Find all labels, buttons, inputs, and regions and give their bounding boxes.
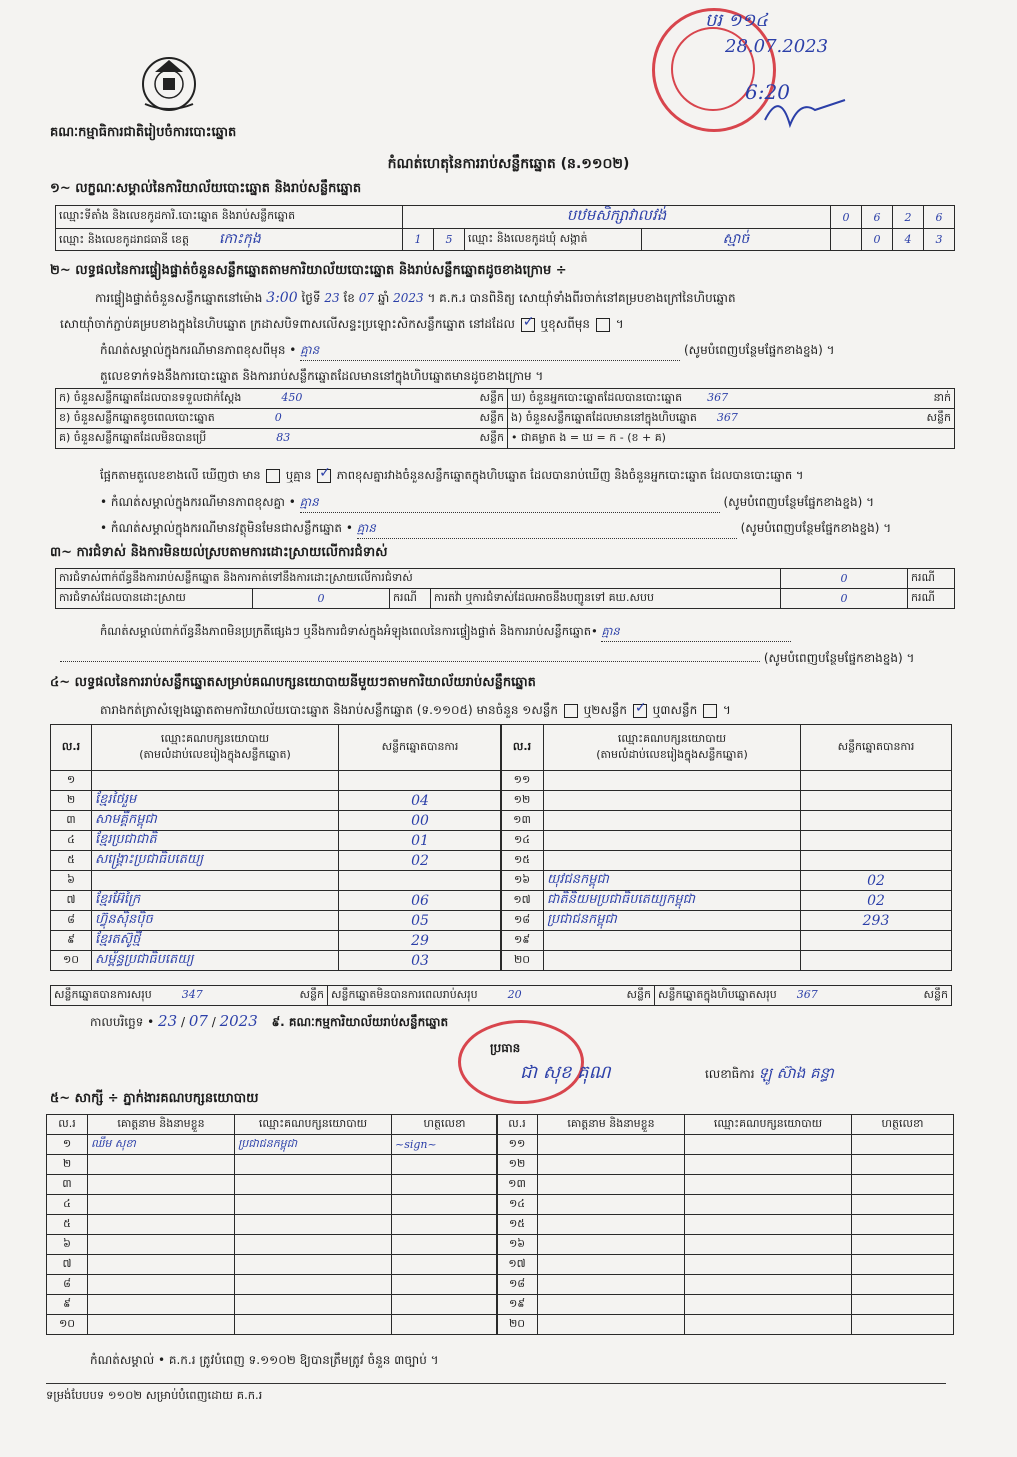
party-name: សម្ព័ន្ធប្រជាធិបតេយ្យ: [92, 951, 339, 971]
party-name: ខ្មែរអ៊ែក្រៃ: [92, 891, 339, 911]
location-value: បឋមសិក្សាវាលវង់: [403, 206, 831, 229]
witness-signature: [392, 1275, 498, 1295]
party-votes: [801, 771, 952, 791]
box-ballots-row: ង) ចំនួនសន្លឹកឆ្នោតដែលមាននៅក្នុងហិបឆ្នោត 367 សន្លឹក: [508, 409, 955, 429]
row-number: ១៦: [497, 1235, 538, 1255]
results-table-left: ល.រ ឈ្មោះគណបក្សនយោបាយ (តាមលំដាប់លេខរៀងក្នុងសន្លឹកឆ្នោត) សន្លឹកឆ្នោតបានការ ១ ២ ខ្មែរថៃរួម 04 ៣ សាមគ្គីកម្ពុជា 00 ៤ ខ្មែរប្រជាជាតិ 01 ៥ សង្គ្រោះប្រជាធិបតេយ្យ 02 ៦ ៧ ខ្មែរអ៊ែក្រៃ 06 ៨ ហ៊្វុនស៊ិនប៉ិច 05 ៩ ខ្មែរតស៊ូថ្មី 29 ១០ សម្ព័ន្ធប្រជាធិបតេយ្យ 03: [50, 724, 502, 971]
witness-row: [497, 1275, 954, 1295]
totals-table: [50, 985, 952, 1006]
commune-label: ឈ្មោះ និងលេខកូដឃុំ សង្កាត់: [465, 229, 642, 251]
location-code-4: 6: [924, 206, 955, 229]
province-code-1: 1: [403, 229, 434, 251]
forwarded-label: ការតវ៉ា ឬការជំទាស់ដែលអាចនឹងបញ្ជូនទៅ គឃ.សបប: [431, 589, 781, 609]
result-row: [51, 831, 502, 851]
row-number: ៥: [47, 1215, 88, 1235]
discrepancy-note-line: • កំណត់សម្គាល់ក្នុងករណីមានភាពខុសគ្នា • គ្មាន (សូមបំពេញបន្ថែមផ្នែកខាងខ្នង) ។: [100, 494, 874, 513]
row-number: ៦: [51, 871, 92, 891]
row-number: ១: [47, 1135, 88, 1155]
witness-row: [47, 1295, 498, 1315]
party-votes: [801, 831, 952, 851]
voters-row: ឃ) ចំនួនអ្នកបោះឆ្នោតដែលបានបោះឆ្នោត 367 នាក់: [508, 389, 955, 409]
row-number: ២: [51, 791, 92, 811]
result-row: [501, 951, 952, 971]
party-name: [544, 951, 801, 971]
row-number: ១៩: [497, 1295, 538, 1315]
total-valid: សន្លឹកឆ្នោតបានការសរុប 347 សន្លឹក: [51, 986, 328, 1006]
witness-signature: [392, 1235, 498, 1255]
party-name: ជាតិនិយមប្រជាធិបតេយ្យកម្ពុជា: [544, 891, 801, 911]
witness-row: [497, 1255, 954, 1275]
row-number: ៨: [47, 1275, 88, 1295]
party-name: យុវជនកម្ពុជា: [544, 871, 801, 891]
witness-signature: [392, 1315, 498, 1335]
result-row: [51, 851, 502, 871]
row-number: ១១: [501, 771, 544, 791]
secretary-signature: ឡូ ស៊ាង គន្ធា: [758, 1064, 834, 1082]
irregularity-note-line2: (សូមបំពេញបន្ថែមផ្នែកខាងខ្នង) ។: [60, 650, 914, 668]
witness-signature: [392, 1155, 498, 1175]
party-name: សង្គ្រោះប្រជាធិបតេយ្យ: [92, 851, 339, 871]
row-number: ៧: [47, 1255, 88, 1275]
row-number: ៩: [47, 1295, 88, 1315]
verify-year: 2023: [393, 291, 424, 305]
section4-title: ៤~ លទ្ធផលនៃការរាប់សន្លឹកឆ្នោតសម្រាប់គណបក្សនយោបាយនីមួយៗតាមការិយាល័យរាប់សន្លឹកឆ្នោត: [50, 675, 536, 690]
party-name: ខ្មែរប្រជាជាតិ: [92, 831, 339, 851]
section1-table: [55, 205, 955, 251]
witness-row: [47, 1275, 498, 1295]
result-row: [501, 831, 952, 851]
witness-row: [497, 1235, 954, 1255]
witness-name: [88, 1155, 235, 1175]
location-code-1: 0: [831, 206, 862, 229]
row-number: ១៩: [501, 931, 544, 951]
party-votes: 04: [339, 791, 502, 811]
party-name: សាមគ្គីកម្ពុជា: [92, 811, 339, 831]
party-name: ហ៊្វុនស៊ិនប៉ិច: [92, 911, 339, 931]
seal-status-line: សោយ៉ាំចាក់ភ្ជាប់គម្របខាងក្នុងនៃហិបឆ្នោត ក្រដាសបិទពាសលើសន្ទះប្រឡោះសិកសន្លឹកឆ្នោត នៅដដែល ✓ ឬខុសពីមុន ។: [60, 316, 624, 334]
three-sheets-checkbox[interactable]: [703, 704, 717, 718]
witness-row: [497, 1295, 954, 1315]
party-name: [544, 831, 801, 851]
party-name: [92, 871, 339, 891]
row-number: ១: [51, 771, 92, 791]
secretary-line: លេខាធិការ ឡូ ស៊ាង គន្ធា: [705, 1064, 834, 1082]
unused-ballots-row: គ) ចំនួនសន្លឹកឆ្នោតដែលមិនបានប្រើ 83 សន្លឹក: [56, 429, 508, 449]
location-code-2: 6: [862, 206, 893, 229]
total-in-box: សន្លឹកឆ្នោតក្នុងហិបឆ្នោតសរុប 367 សន្លឹក: [655, 986, 952, 1006]
witness-signature: ~sign~: [392, 1135, 498, 1155]
commune-value: ស្មាច់: [642, 229, 831, 251]
witness-party: [235, 1295, 392, 1315]
figures-intro: តួលេខទាក់ទងនឹងការបោះឆ្នោត និងការរាប់សន្លឹកឆ្នោតដែលមាននៅក្នុងហិបឆ្នោតមានដូចខាងក្រោម ។: [100, 369, 544, 383]
witness-name: [88, 1255, 235, 1275]
witness-row: [497, 1175, 954, 1195]
commune-code-1: 0: [862, 229, 893, 251]
witness-name: [88, 1215, 235, 1235]
unchanged-checkbox[interactable]: [521, 318, 535, 332]
province-code-2: 5: [434, 229, 465, 251]
discrepancy-note: គ្មាន: [300, 494, 720, 513]
witness-signature: [392, 1295, 498, 1315]
section5-title: ៥~ សាក្សី ÷ ភ្នាក់ងារគណបក្សនយោបាយ: [50, 1091, 259, 1106]
party-votes: [801, 951, 952, 971]
witness-party: [235, 1155, 392, 1175]
verify-time-line: ការផ្ទៀងផ្ទាត់ចំនួនសន្លឹកឆ្នោតនៅម៉ោង 3:00 ថ្ងៃទី 23 ខែ 07 ឆ្នាំ 2023 ។ គ.ក.រ បានពិនិត្យ សោយ៉ាំទាំងពីរចាក់នៅគម្របខាងក្រៅនៃហិបឆ្នោត: [95, 290, 736, 306]
result-row: [51, 891, 502, 911]
result-row: [501, 931, 952, 951]
witness-row: [497, 1195, 954, 1215]
party-votes: 02: [801, 891, 952, 911]
row-number: ២០: [497, 1315, 538, 1335]
resolved-count: 0: [253, 589, 390, 609]
voters-count: 367: [707, 390, 729, 404]
party-votes: [801, 811, 952, 831]
party-votes: 01: [339, 831, 502, 851]
spoiled-ballots: 0: [274, 410, 282, 424]
witness-party: [235, 1215, 392, 1235]
witness-name: [88, 1175, 235, 1195]
no-discrepancy-checkbox[interactable]: [317, 469, 331, 483]
box-ballots: 367: [716, 410, 738, 424]
section3-title: ៣~ ការជំទាស់ និងការមិនយល់ស្របតាមការដោះស្រាយលើការជំទាស់: [50, 545, 388, 560]
footnote: កំណត់សម្គាល់ • គ.ក.រ ត្រូវបំពេញ ទ.១១០២ ឱ្យបានត្រឹមត្រូវ ចំនួន ៣ច្បាប់ ។: [90, 1353, 439, 1367]
result-row: [51, 811, 502, 831]
witness-name: [88, 1275, 235, 1295]
row-number: ១២: [501, 791, 544, 811]
party-votes: [339, 871, 502, 891]
witness-party: [235, 1195, 392, 1215]
result-row: [51, 791, 502, 811]
row-number: ១៨: [497, 1275, 538, 1295]
party-name: ខ្មែរថៃរួម: [92, 791, 339, 811]
witness-row: [497, 1215, 954, 1235]
party-votes: 293: [801, 911, 952, 931]
witness-table-right: ល.រ គោត្តនាម និងនាមខ្លួន ឈ្មោះគណបក្សនយោបាយ ហត្ថលេខា ១១ ១២ ១៣ ១៤ ១៥ ១៦ ១៧ ១៨ ១៩ ២០: [496, 1114, 954, 1335]
row-number: ៩: [51, 931, 92, 951]
verify-time: 3:00: [266, 290, 298, 306]
result-row: [51, 911, 502, 931]
party-votes: [801, 791, 952, 811]
witness-name: [88, 1295, 235, 1315]
witness-signature: [392, 1215, 498, 1235]
row-number: ២: [47, 1155, 88, 1175]
witness-signature: [392, 1195, 498, 1215]
row-number: ៦: [47, 1235, 88, 1255]
row-number: ១៥: [497, 1215, 538, 1235]
party-votes: [801, 931, 952, 951]
witness-name: [88, 1235, 235, 1255]
party-name: ខ្មែរតស៊ូថ្មី: [92, 931, 339, 951]
witness-name: ឈឹម សុខា: [88, 1135, 235, 1155]
location-code-3: 2: [893, 206, 924, 229]
nec-emblem-logo: [135, 52, 203, 114]
witness-row: [497, 1315, 954, 1335]
witness-signature: [392, 1175, 498, 1195]
forwarded-count: 0: [781, 589, 908, 609]
section3-table: ការជំទាស់ពាក់ព័ន្ធនឹងការរាប់សន្លឹកឆ្នោត និងការកាត់ទៅនឹងការដោះស្រាយលើការជំទាស់ 0 ករណី ការជំទាស់ដែលបានដោះស្រាយ 0 ករណី ការតវ៉ា ឬការជំទាស់ដែលអាចនឹងបញ្ជូនទៅ គឃ.សបប 0 ករណី: [55, 568, 955, 609]
section2-title: ២~ លទ្ធផលនៃការផ្ទៀងផ្ទាត់ចំនួនសន្លឹកឆ្នោតតាមការិយាល័យបោះឆ្នោត និងរាប់សន្លឹកឆ្នោតដូចខាងក្រោម ÷: [50, 263, 567, 278]
two-sheets-checkbox[interactable]: [633, 704, 647, 718]
witness-party: [235, 1315, 392, 1335]
row-number: ១២: [497, 1155, 538, 1175]
province-value: កោះកុង: [219, 231, 261, 247]
chair-signature: ជា សុខ គុណ: [520, 1062, 611, 1083]
form-footer: ទម្រង់បែបបទ ១១០២ សម្រាប់បំពេញដោយ គ.ក.រ: [46, 1388, 263, 1402]
party-name: [544, 811, 801, 831]
witness-party: [235, 1255, 392, 1275]
row-number: ៨: [51, 911, 92, 931]
witness-name: [88, 1195, 235, 1215]
row-number: ៥: [51, 851, 92, 871]
row-number: ១៧: [497, 1255, 538, 1275]
row-number: ១៤: [497, 1195, 538, 1215]
party-name: [544, 791, 801, 811]
figures-table: [55, 388, 955, 449]
resolved-label: ការជំទាស់ដែលបានដោះស្រាយ: [56, 589, 253, 609]
witness-row: [47, 1215, 498, 1235]
row-number: ៤: [47, 1195, 88, 1215]
unused-ballots: 83: [276, 430, 291, 444]
verify-day: 23: [324, 291, 340, 305]
receipt-time: 6:20: [745, 80, 790, 104]
commune-code-3: 3: [924, 229, 955, 251]
has-discrepancy-checkbox[interactable]: [266, 469, 280, 483]
commune-code-2: 4: [893, 229, 924, 251]
witness-row: [497, 1155, 954, 1175]
row-number: ៤: [51, 831, 92, 851]
result-row: [51, 771, 502, 791]
receipt-date: 28.07.2023: [725, 36, 829, 57]
row-number: ១៧: [501, 891, 544, 911]
result-row: [51, 951, 502, 971]
witness-signature: [392, 1255, 498, 1275]
result-row: [51, 871, 502, 891]
row-number: ២០: [501, 951, 544, 971]
party-votes: 02: [801, 871, 952, 891]
result-row: [51, 931, 502, 951]
party-votes: 03: [339, 951, 502, 971]
tally-sheets-line: តារាងកត់ត្រាសំឡេងឆ្នោតតាមការិយាល័យបោះឆ្នោត និងរាប់សន្លឹកឆ្នោត (ទ.១១០៥) មានចំនួន ១សន្លឹក ឬ២សន្លឹក ✓ ឬ៣សន្លឹក ។: [100, 702, 731, 720]
row-number: ១៤: [501, 831, 544, 851]
province-label: ឈ្មោះ និងលេខកូដរាជធានី ខេត្ត កោះកុង: [56, 229, 403, 251]
verify-month: 07: [358, 291, 374, 305]
complaints-label: ការជំទាស់ពាក់ព័ន្ធនឹងការរាប់សន្លឹកឆ្នោត និងការកាត់ទៅនឹងការដោះស្រាយលើការជំទាស់: [56, 569, 781, 589]
one-sheet-checkbox[interactable]: [564, 704, 578, 718]
row-number: ១៥: [501, 851, 544, 871]
witness-row: [47, 1135, 498, 1155]
witness-party: [235, 1275, 392, 1295]
row-number: ១៣: [501, 811, 544, 831]
witness-row: [47, 1175, 498, 1195]
party-votes: 29: [339, 931, 502, 951]
witness-row: [47, 1155, 498, 1175]
witness-party: ប្រជាជនកម្ពុជា: [235, 1135, 392, 1155]
row-number: ១០: [47, 1315, 88, 1335]
received-ballots: 450: [281, 390, 303, 404]
witness-row: [47, 1315, 498, 1335]
party-name: [544, 771, 801, 791]
witness-party: [235, 1175, 392, 1195]
foreign-object-note-line: • កំណត់សម្គាល់ក្នុងករណីមានវត្ថុមិនមែនជាសន្លឹកឆ្នោត • គ្មាន (សូមបំពេញបន្ថែមផ្នែកខាងខ្នង) ។: [100, 520, 891, 539]
committee-name: គណៈកម្មាធិការជាតិរៀបចំការបោះឆ្នោត: [50, 125, 237, 140]
receipt-signature: [760, 80, 850, 140]
complaints-count: 0: [781, 569, 908, 589]
foreign-object-note: គ្មាន: [357, 520, 737, 539]
party-name: [544, 931, 801, 951]
spoiled-ballots-row: ខ) ចំនួនសន្លឹកឆ្នោតខូចពេលបោះឆ្នោត 0 សន្លឹក: [56, 409, 508, 429]
party-votes: [801, 851, 952, 871]
row-number: ៧: [51, 891, 92, 911]
result-row: [501, 811, 952, 831]
witness-party: [235, 1235, 392, 1255]
witness-name: [88, 1315, 235, 1335]
witness-row: [47, 1195, 498, 1215]
result-row: [501, 791, 952, 811]
irregularity-note: គ្មាន: [601, 624, 791, 642]
result-row: [501, 891, 952, 911]
party-votes: 05: [339, 911, 502, 931]
party-votes: 00: [339, 811, 502, 831]
row-number: ១៦: [501, 871, 544, 891]
receipt-number: បរ ១១៤: [705, 10, 768, 31]
location-label: ឈ្មោះទីតាំង និងលេខកូដការិ.បោះឆ្នោត និងរាប់សន្លឹកឆ្នោត: [56, 206, 403, 229]
result-row: [501, 911, 952, 931]
row-number: ១៣: [497, 1175, 538, 1195]
section1-title: ១~ លក្ខណៈសម្គាល់នៃការិយាល័យបោះឆ្នោត និងរាប់សន្លឹកឆ្នោត: [50, 181, 362, 196]
party-name: [92, 771, 339, 791]
irregularity-note-line: កំណត់សម្គាល់ពាក់ព័ន្ធនឹងភាពមិនប្រក្រតីផ្សេងៗ ឬនឹងការជំទាស់ក្នុងអំឡុងពេលនៃការផ្ទៀងផ្ទាត់ និងការរាប់សន្លឹកឆ្នោត• គ្មាន: [100, 624, 791, 642]
row-number: ១១: [497, 1135, 538, 1155]
row-number: ៣: [47, 1175, 88, 1195]
received-ballots-row: ក) ចំនួនសន្លឹកឆ្នោតដែលបានទទួលជាក់ស្តែង 450 សន្លឹក: [56, 389, 508, 409]
seal-note-value: គ្មាន: [300, 342, 680, 361]
party-votes: 06: [339, 891, 502, 911]
result-row: [501, 771, 952, 791]
form-title: កំណត់ហេតុនៃការរាប់សន្លឹកឆ្នោត (ន.១១០២): [387, 156, 630, 172]
party-votes: 02: [339, 851, 502, 871]
formula: • ជាគម្លាត ង = ឃ = ក - (ខ + គ): [508, 429, 955, 449]
row-number: ៣: [51, 811, 92, 831]
row-number: ១០: [51, 951, 92, 971]
witness-row: [497, 1135, 954, 1155]
witness-row: [47, 1235, 498, 1255]
chair-label: ប្រធាន: [490, 1041, 521, 1055]
results-table-right: ល.រ ឈ្មោះគណបក្សនយោបាយ (តាមលំដាប់លេខរៀងក្នុងសន្លឹកឆ្នោត) សន្លឹកឆ្នោតបានការ ១១ ១២ ១៣ ១៤ ១៥ ១៦ យុវជនកម្ពុជា 02 ១៧ ជាតិនិយមប្រជាធិបតេយ្យកម្ពុជា 02 ១៨ ប្រជាជនកម្ពុជា 293 ១៩ ២០: [500, 724, 952, 971]
party-votes: [339, 771, 502, 791]
result-row: [501, 871, 952, 891]
witness-table-left: ល.រ គោត្តនាម និងនាមខ្លួន ឈ្មោះគណបក្សនយោបាយ ហត្ថលេខា ១ ឈឹម សុខា ប្រជាជនកម្ពុជា ~sign~ ២ ៣ ៤ ៥ ៦ ៧ ៨ ៩ ១០: [46, 1114, 498, 1335]
changed-checkbox[interactable]: [596, 318, 610, 332]
total-invalid: សន្លឹកឆ្នោតមិនបានការពេលរាប់សរុប 20 សន្លឹក: [328, 986, 655, 1006]
result-row: [501, 851, 952, 871]
discrepancy-line: ផ្អែកតាមតួលេខខាងលើ ឃើញថា មាន ឬគ្មាន ✓ ភាពខុសគ្នារវាងចំនួនសន្លឹកឆ្នោតក្នុងហិបឆ្នោត ដែលបានរាប់ឃើញ និងចំនួនអ្នកបោះឆ្នោត ដែលបានបោះឆ្នោត ។: [100, 468, 803, 485]
party-name: ប្រជាជនកម្ពុជា: [544, 911, 801, 931]
seal-note-line: កំណត់សម្គាល់ក្នុងករណីមានភាពខុសពីមុន • គ្មាន (សូមបំពេញបន្ថែមផ្នែកខាងខ្នង) ។: [100, 342, 835, 361]
witness-row: [47, 1255, 498, 1275]
signing-date-line: កាលបរិច្ឆេទ • 23 / 07 / 2023 ៩. គណៈកម្មការិយាល័យរាប់សន្លឹកឆ្នោត: [90, 1012, 449, 1030]
row-number: ១៨: [501, 911, 544, 931]
party-name: [544, 851, 801, 871]
